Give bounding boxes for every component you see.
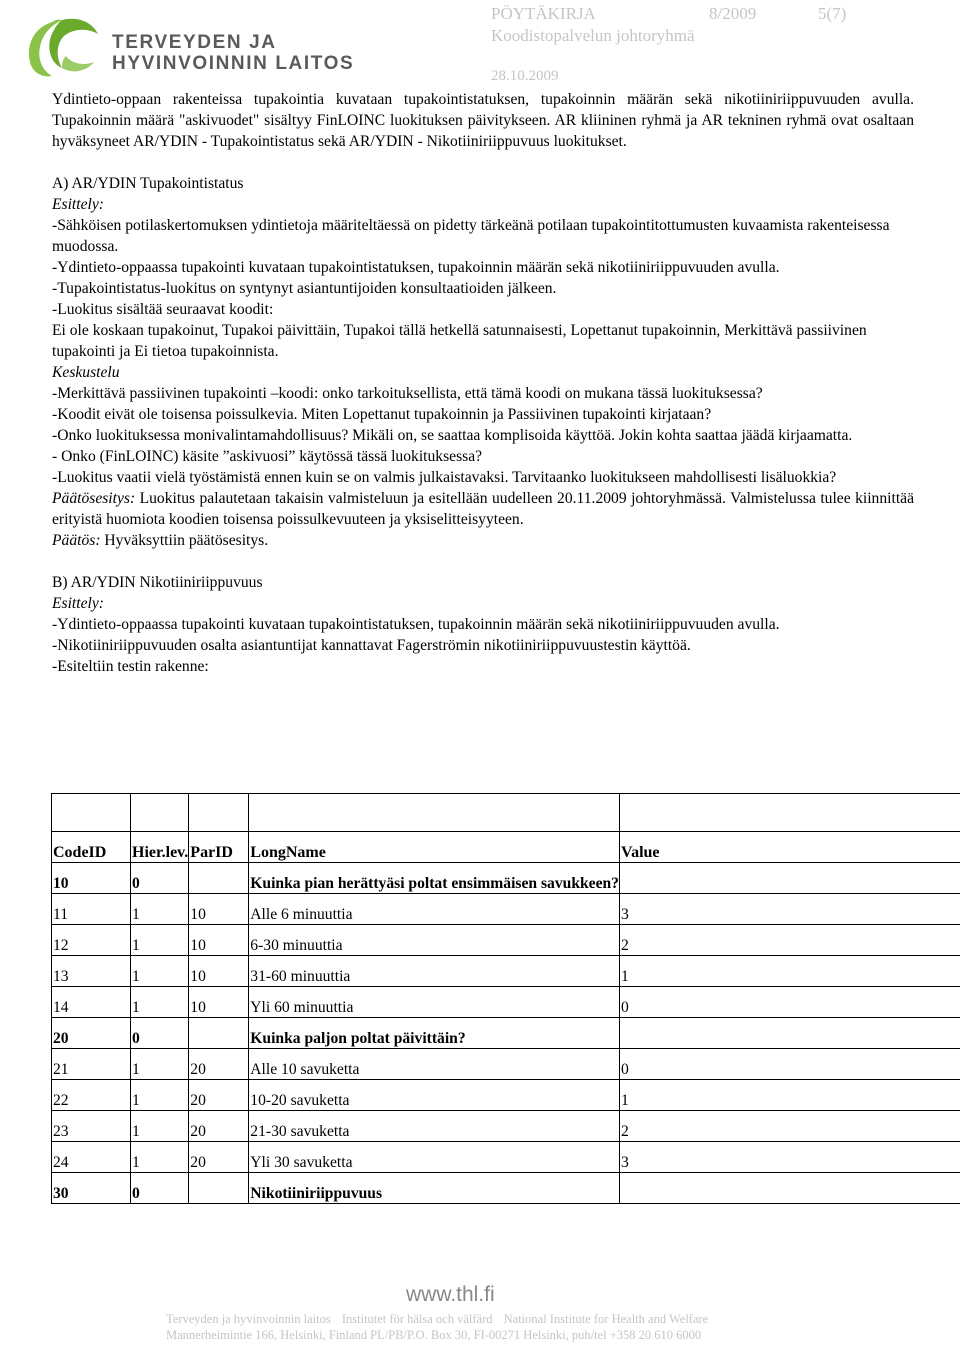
thl-logo [22, 14, 362, 80]
cell: 3 [619, 1142, 960, 1173]
cell: 13 [52, 956, 131, 987]
paragraph: -Koodit eivät ole toisensa poissulkevia. Miten Lopettanut tupakoinnin ja Passiivinen tupakointi kirjataan? [52, 406, 712, 423]
cell: Kuinka pian herättyäsi poltat ensimmäisen savukkeen? [249, 863, 620, 894]
table-row [52, 1018, 960, 1049]
cell: 12 [52, 925, 131, 956]
cell: 0 [131, 863, 189, 894]
paragraph: -Nikotiiniriippuvuuden osalta asiantuntijat kannattavat Fagerströmin nikotiiniriippuvuustestin käyttöä. [52, 637, 691, 654]
cell: 1 [131, 1111, 189, 1142]
cell: 1 [619, 1080, 960, 1111]
paragraph [52, 89, 914, 152]
cell: 20 [189, 1111, 249, 1142]
paatos-label: Päätös: [52, 532, 101, 549]
cell: 0 [619, 1049, 960, 1080]
footer-org-line [166, 1312, 716, 1327]
cell: 1 [619, 956, 960, 987]
page-number: 5(7) [818, 4, 847, 23]
cell: 1 [131, 1142, 189, 1173]
cell: 1 [131, 925, 189, 956]
thl-leaf-icon [22, 14, 102, 80]
esittely-label-a: Esittely: [52, 196, 104, 213]
logo-line2: HYVINVOINNIN LAITOS [112, 53, 355, 74]
paragraph: -Onko luokituksessa monivalintamahdollisuus? Mikäli on, se saattaa komplisoida käyttöä. Jokin kohta saattaa jäädä kirjaamatta. [52, 427, 853, 444]
table-blank-row [52, 794, 960, 832]
table-row [52, 1080, 960, 1111]
col-header: LongName [249, 832, 620, 863]
table-row [52, 987, 960, 1018]
cell: 10-20 savuketta [249, 1080, 620, 1111]
table-row [52, 863, 960, 894]
table-row [52, 1049, 960, 1080]
paragraph [52, 530, 914, 551]
fagerstrom-table [51, 793, 960, 1204]
cell: 10 [189, 956, 249, 987]
cell: 30 [52, 1173, 131, 1204]
paatosesitys-label: Päätösesitys: [52, 490, 136, 507]
cell: 1 [131, 1080, 189, 1111]
cell: 31-60 minuuttia [249, 956, 620, 987]
table-row [52, 1111, 960, 1142]
cell: 6-30 minuuttia [249, 925, 620, 956]
doc-number: 8/2009 [709, 4, 757, 23]
paragraph: -Ydintieto-oppaassa tupakointi kuvataan tupakointistatuksen, tupakoinnin määrän sekä nikotiiniriippuvuuden avulla. [52, 259, 780, 276]
paatosesitys-text: Luokitus palautetaan takaisin valmisteluun ja esitellään uudelleen 20.11.2009 johtoryhmässä. Valmistelussa tulee kiinnittää erityistä huomiota koodien toisensa poissulkevuuteen ja yksiselitteisyyteen. [52, 490, 914, 528]
table-row [52, 894, 960, 925]
cell: 0 [619, 987, 960, 1018]
paragraph: -Luokitus vaatii vielä työstämistä ennen kuin se on valmis julkaistavaksi. Tarvitaanko luokitukseen mahdollisesti lisäluokkia? [52, 469, 837, 486]
cell: 14 [52, 987, 131, 1018]
paragraph: -Sähköisen potilaskertomuksen ydintietoja määriteltäessä on pidetty tärkeänä potilaan tupakointitottumusten kuvaamista rakenteisessa muodossa. [52, 217, 890, 255]
footer-org-en: National Institute for Health and Welfare [503, 1312, 709, 1326]
cell: Nikotiiniriippuvuus [249, 1173, 620, 1204]
cell: 0 [131, 1018, 189, 1049]
keskustelu-label: Keskustelu [52, 364, 120, 381]
cell: 1 [131, 894, 189, 925]
cell: Yli 60 minuuttia [249, 987, 620, 1018]
intro-text-2: Tupakoinnin määrä "askivuodet" sisältyy FinLOINC luokituksen päivitykseen. AR kliininen ryhmä ja AR tekninen ryhmä ovat osaltaan hyväksyneet AR/YDIN - Tupakointistatus sekä AR/YDIN - Nikotiiniriippuvuus luokitukset. [52, 112, 914, 150]
cell: 23 [52, 1111, 131, 1142]
cell: 0 [131, 1173, 189, 1204]
cell: 20 [52, 1018, 131, 1049]
cell: 20 [189, 1080, 249, 1111]
paragraph: -Esiteltiin testin rakenne: [52, 658, 209, 675]
cell: 20 [189, 1142, 249, 1173]
footer-address: Mannerheimintie 166, Helsinki, Finland PL/PB/P.O. Box 30, FI-00271 Helsinki, puh/tel +358 20 610 6000 [166, 1328, 702, 1342]
logo-line1: TERVEYDEN JA [112, 32, 277, 53]
cell: Alle 6 minuuttia [249, 894, 620, 925]
cell: 10 [189, 894, 249, 925]
col-header: ParID [189, 832, 249, 863]
col-header: Value [619, 832, 960, 863]
table-row [52, 925, 960, 956]
doc-type: PÖYTÄKIRJA [491, 4, 596, 23]
section-b-title: B) AR/YDIN Nikotiiniriippuvuus [52, 574, 263, 591]
cell: 24 [52, 1142, 131, 1173]
intro-text-1: Ydintieto-oppaan rakenteissa tupakointia kuvataan tupakointistatuksen, tupakoinnin määrän sekä nikotiiniriippuvuuden avulla. [52, 91, 914, 108]
cell [619, 1173, 960, 1204]
cell [189, 1018, 249, 1049]
cell: 20 [189, 1049, 249, 1080]
table-row [52, 1142, 960, 1173]
paragraph: - Onko (FinLOINC) käsite ”askivuosi” käytössä tässä luokituksessa? [52, 448, 483, 465]
col-header: CodeID [52, 832, 131, 863]
table-row [52, 956, 960, 987]
paragraph: -Luokitus sisältää seuraavat koodit: [52, 301, 274, 318]
cell: 1 [131, 1049, 189, 1080]
paragraph: -Tupakointistatus-luokitus on syntynyt asiantuntijoiden konsultaatioiden jälkeen. [52, 280, 557, 297]
table-header-row [52, 832, 960, 863]
cell: Yli 30 savuketta [249, 1142, 620, 1173]
cell [619, 863, 960, 894]
group-name: Koodistopalvelun johtoryhmä [491, 26, 695, 45]
col-header: Hier.lev. [131, 832, 189, 863]
meeting-date: 28.10.2009 [491, 68, 559, 84]
cell: 10 [52, 863, 131, 894]
cell: 21 [52, 1049, 131, 1080]
footer-org-fi: Terveyden ja hyvinvoinnin laitos [166, 1312, 331, 1326]
document-body [52, 89, 914, 677]
paatos-text: Hyväksyttiin päätösesitys. [100, 532, 269, 549]
cell: Kuinka paljon poltat päivittäin? [249, 1018, 620, 1049]
cell: 21-30 savuketta [249, 1111, 620, 1142]
cell: 3 [619, 894, 960, 925]
cell [189, 1173, 249, 1204]
cell [189, 863, 249, 894]
paragraph: -Merkittävä passiivinen tupakointi –koodi: onko tarkoituksellista, että tämä koodi on mukana tässä luokituksessa? [52, 385, 763, 402]
cell: 10 [189, 987, 249, 1018]
paragraph: -Ydintieto-oppaassa tupakointi kuvataan tupakointistatuksen, tupakoinnin määrän sekä nikotiiniriippuvuuden avulla. [52, 616, 780, 633]
footer-org-sv: Institutet för hälsa och välfärd [341, 1312, 493, 1326]
section-a-title: A) AR/YDIN Tupakointistatus [52, 175, 244, 192]
cell: 2 [619, 1111, 960, 1142]
cell [619, 1018, 960, 1049]
esittely-label-b: Esittely: [52, 595, 104, 612]
cell: 2 [619, 925, 960, 956]
footer-url[interactable]: www.thl.fi [406, 1283, 495, 1306]
paragraph: Ei ole koskaan tupakoinut, Tupakoi päivittäin, Tupakoi tällä hetkellä satunnaisesti, Lopettanut tupakoinnin, Merkittävä passiivinen tupakointi ja Ei tietoa tupakoinnista. [52, 322, 867, 360]
cell: 11 [52, 894, 131, 925]
paragraph [52, 488, 914, 530]
cell: Alle 10 savuketta [249, 1049, 620, 1080]
table-row [52, 1173, 960, 1204]
cell: 10 [189, 925, 249, 956]
cell: 1 [131, 956, 189, 987]
cell: 1 [131, 987, 189, 1018]
cell: 22 [52, 1080, 131, 1111]
